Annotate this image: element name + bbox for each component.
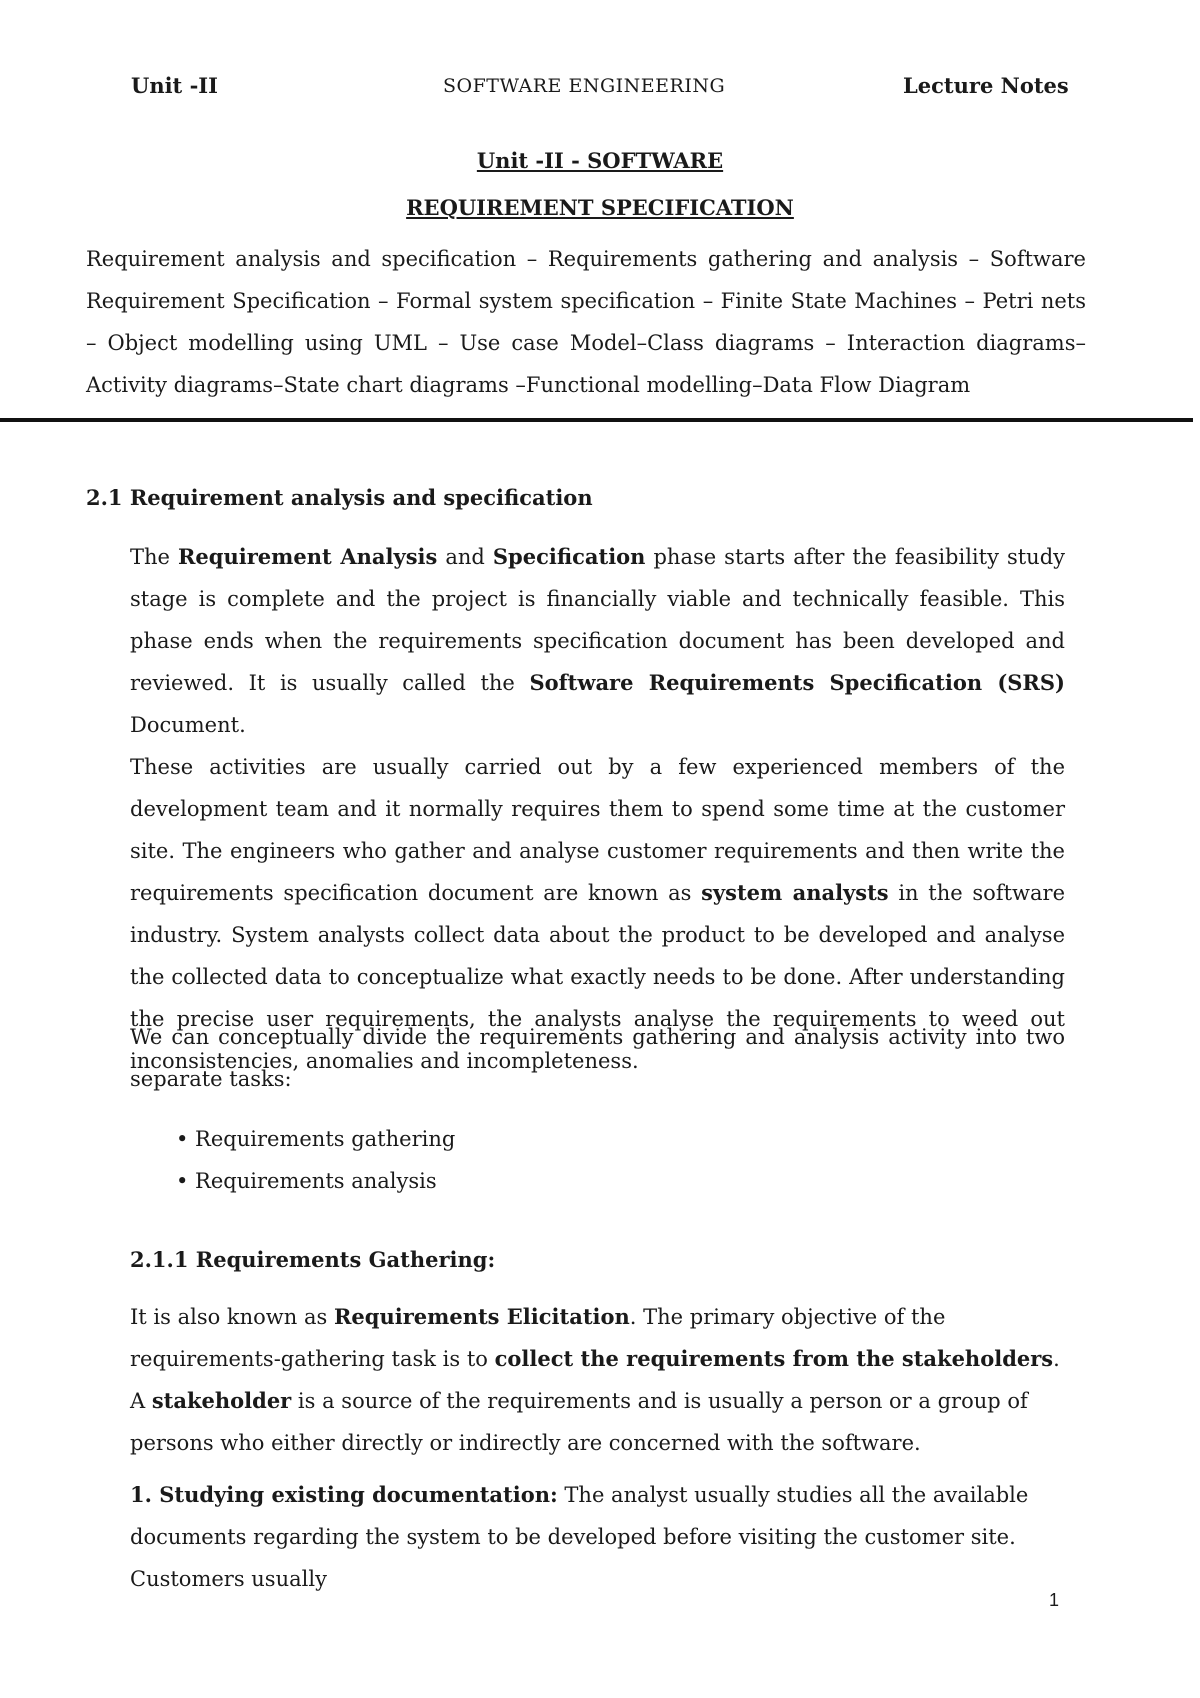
section-heading: 2.1 Requirement analysis and specification [86,485,593,510]
paragraph-tasks: We can conceptually divide the requirements gathering and analysis activity into two separate tasks: [130,1025,1065,1091]
header-unit: Unit -II [131,73,218,98]
horizontal-divider [0,418,1193,422]
list-item: • Requirements analysis [176,1169,437,1193]
subsection-heading: 2.1.1 Requirements Gathering: [130,1247,496,1272]
paragraph-srs: The Requirement Analysis and Specification phase starts after the feasibility study stage is complete and the project is financially viable and technically feasible. This phase ends when the requirements specification document has been developed and reviewed. It is usually called the Software Requirements Specification (SRS) Document. [130,544,1065,737]
paragraph-elicitation: It is also known as Requirements Elicitation. The primary objective of the requirements-gathering task is to collect the requirements from the stakeholders. A stakeholder is a source of the requirements and is usually a person or a group of persons who either directly or indirectly are concerned with the software. [130,1304,1060,1455]
paragraph-intro-block [130,536,1065,1082]
header-lecture-notes: Lecture Notes [903,73,1069,98]
page-number: 1 [1049,1590,1060,1610]
header-course: SOFTWARE ENGINEERING [443,75,726,97]
document-title-line1: Unit -II - SOFTWARE [476,148,724,173]
paragraph-existing-documentation: 1. Studying existing documentation: The analyst usually studies all the available documents regarding the system to be developed before visiting the customer site. Customers usually [130,1482,1029,1591]
paragraph-system-analysts: These activities are usually carried out by a few experienced members of the development team and it normally requires them to spend some time at the customer site. The engineers who gather and analyse customer requirements and then write the requirements specification document are known as system analysts in the software industry. System analysts collect data about the product to be developed and analyse the collected data to conceptualize what exactly needs to be done. After understanding the precise user requirements, the analysts analyse the requirements to weed out inconsistencies, anomalies and incompleteness. [130,755,1065,1073]
document-title-line2: REQUIREMENT SPECIFICATION [406,195,794,220]
task-list [176,1118,455,1202]
list-item: • Requirements gathering [176,1127,456,1151]
syllabus-topics: Requirement analysis and specification – Requirements gathering and analysis – Software Requirement Specification – Formal system specification – Finite State Machines – Petri nets – Object modelling using UML – Use case Model–Class diagrams – Interaction diagrams–Activity diagrams–State chart diagrams –Functional modelling–Data Flow Diagram [86,247,1086,397]
